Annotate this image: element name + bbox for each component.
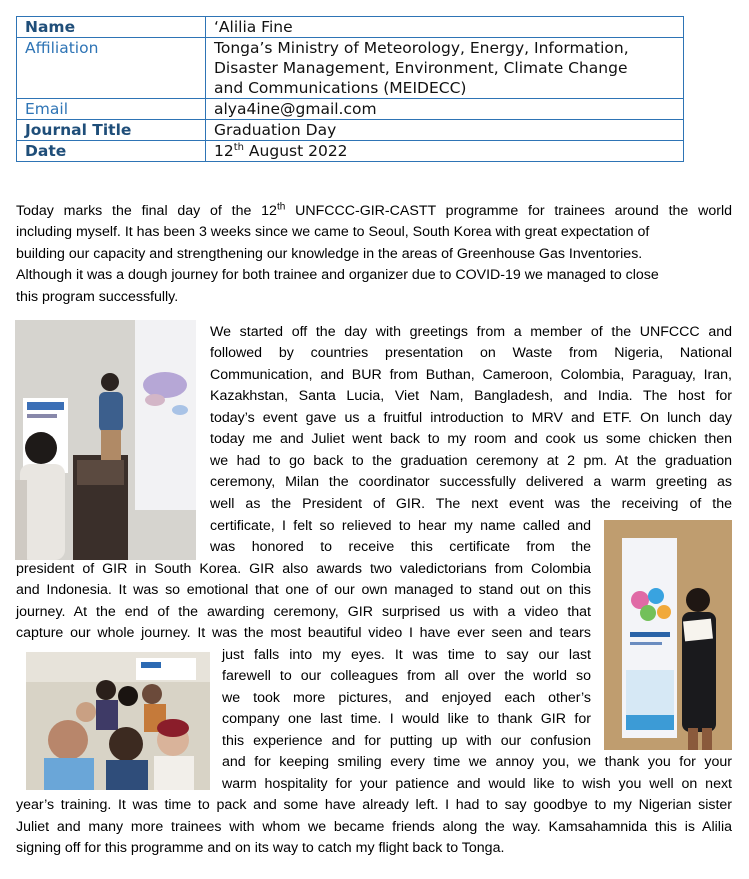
text-line: we had to go back to the graduation ceremony at 2 pm. At the graduation (210, 453, 732, 469)
date-label: Date (17, 141, 206, 162)
text-line: farewell to our colleagues from all over the world so (222, 668, 591, 684)
text-line: signing off for this programme and on its way to catch my flight back to Tonga. (16, 840, 505, 856)
presentation-photo (15, 320, 196, 560)
text-line: followed by countries presentation on Waste from Nigeria, National (210, 345, 732, 361)
table-row (17, 120, 684, 141)
date-value (206, 141, 684, 162)
date-suffix: th (233, 141, 244, 153)
text-line: journey. At the end of the awarding ceremony, GIR surprised us with a video that (16, 604, 591, 620)
email-label: Email (17, 99, 206, 120)
date-day: 12 (214, 142, 234, 160)
text-line: Although it was a dough journey for both trainee and organizer due to COVID-19 we managed to close (16, 267, 659, 283)
text-line: ceremony, Milan the coordinator successfully delivered a warm greeting as (210, 474, 732, 490)
table-row (17, 38, 684, 99)
text-line: this program successfully. (16, 289, 179, 305)
text-line: Kazakhstan, Santa Lucia, Viet Nam, Bangladesh, and India. The host for (210, 388, 732, 404)
email-value: alya4ine@gmail.com (206, 99, 684, 120)
journal-title-label: Journal Title (17, 120, 206, 141)
certificate-photo (604, 520, 732, 750)
affiliation-line: Disaster Management, Environment, Climate Change (214, 59, 628, 77)
affiliation-line: and Communications (MEIDECC) (214, 79, 467, 97)
name-value: ‘Alilia Fine (206, 17, 684, 38)
text-line: company one last time. I would like to thank GIR for (222, 711, 591, 727)
text-line: president of GIR in South Korea. GIR also awards two valedictorians from Colombia (16, 561, 591, 577)
text-line: We started off the day with greetings from a member of the UNFCCC and (210, 324, 732, 340)
text-line: we took more pictures, and enjoyed each other’s (222, 690, 591, 706)
text-line: capture our whole journey. It was the most beautiful video I have ever seen and tears (16, 625, 591, 641)
name-label: Name (17, 17, 206, 38)
table-row (17, 17, 684, 38)
text-line: Communication, and BUR from Buthan, Cameroon, Colombia, Paraguay, Iran, (210, 367, 732, 383)
text-line: Today marks the final day of the 12th UNFCCC-GIR-CASTT programme for trainees around the world (16, 201, 732, 219)
date-rest: August 2022 (244, 142, 348, 160)
table-row (17, 99, 684, 120)
group-selfie-photo (26, 652, 210, 790)
text-line: today’s event gave us a fruitful introduction to MRV and ETF. On lunch day (210, 410, 732, 426)
text-line: year’s training. It was time to pack and some have already left. I had to say goodbye to my Nigerian sister (16, 797, 732, 813)
affiliation-value (206, 38, 684, 99)
table-row (17, 141, 684, 162)
text-line: just falls into my eyes. It was time to say our last (222, 647, 591, 663)
text-line: and Indonesia. It was so emotional that one of our own managed to stand out on this (16, 582, 591, 598)
text-line: Juliet and many more trainees with whom we became friends along the way. Kamsahamnida this is Alilia (16, 819, 732, 835)
text-line: and for keeping smiling every time we annoy you, we thank you for your (222, 754, 732, 770)
text-line: building our capacity and strengthening our knowledge in the areas of Greenhouse Gas Inventories. (16, 246, 643, 262)
text-line: including myself. It has been 3 weeks since we came to Seoul, South Korea with great expectation of (16, 224, 650, 240)
journal-title-value: Graduation Day (206, 120, 684, 141)
info-table (16, 16, 684, 162)
text-line: well as the President of GIR. The next event was the receiving of the (210, 496, 732, 512)
text-line: warm hospitality for your patience and would like to wish you well on next (222, 776, 732, 792)
text-line: was honored to receive this certificate from the (210, 539, 591, 555)
text-line: this experience and for putting up with our confusion (222, 733, 591, 749)
affiliation-line: Tonga’s Ministry of Meteorology, Energy, Information, (214, 39, 629, 57)
affiliation-label: Affiliation (17, 38, 206, 99)
text-line: certificate, I felt so relieved to hear my name called and (210, 518, 591, 534)
text-line: today me and Juliet went back to my room and cook us some chicken then (210, 431, 732, 447)
